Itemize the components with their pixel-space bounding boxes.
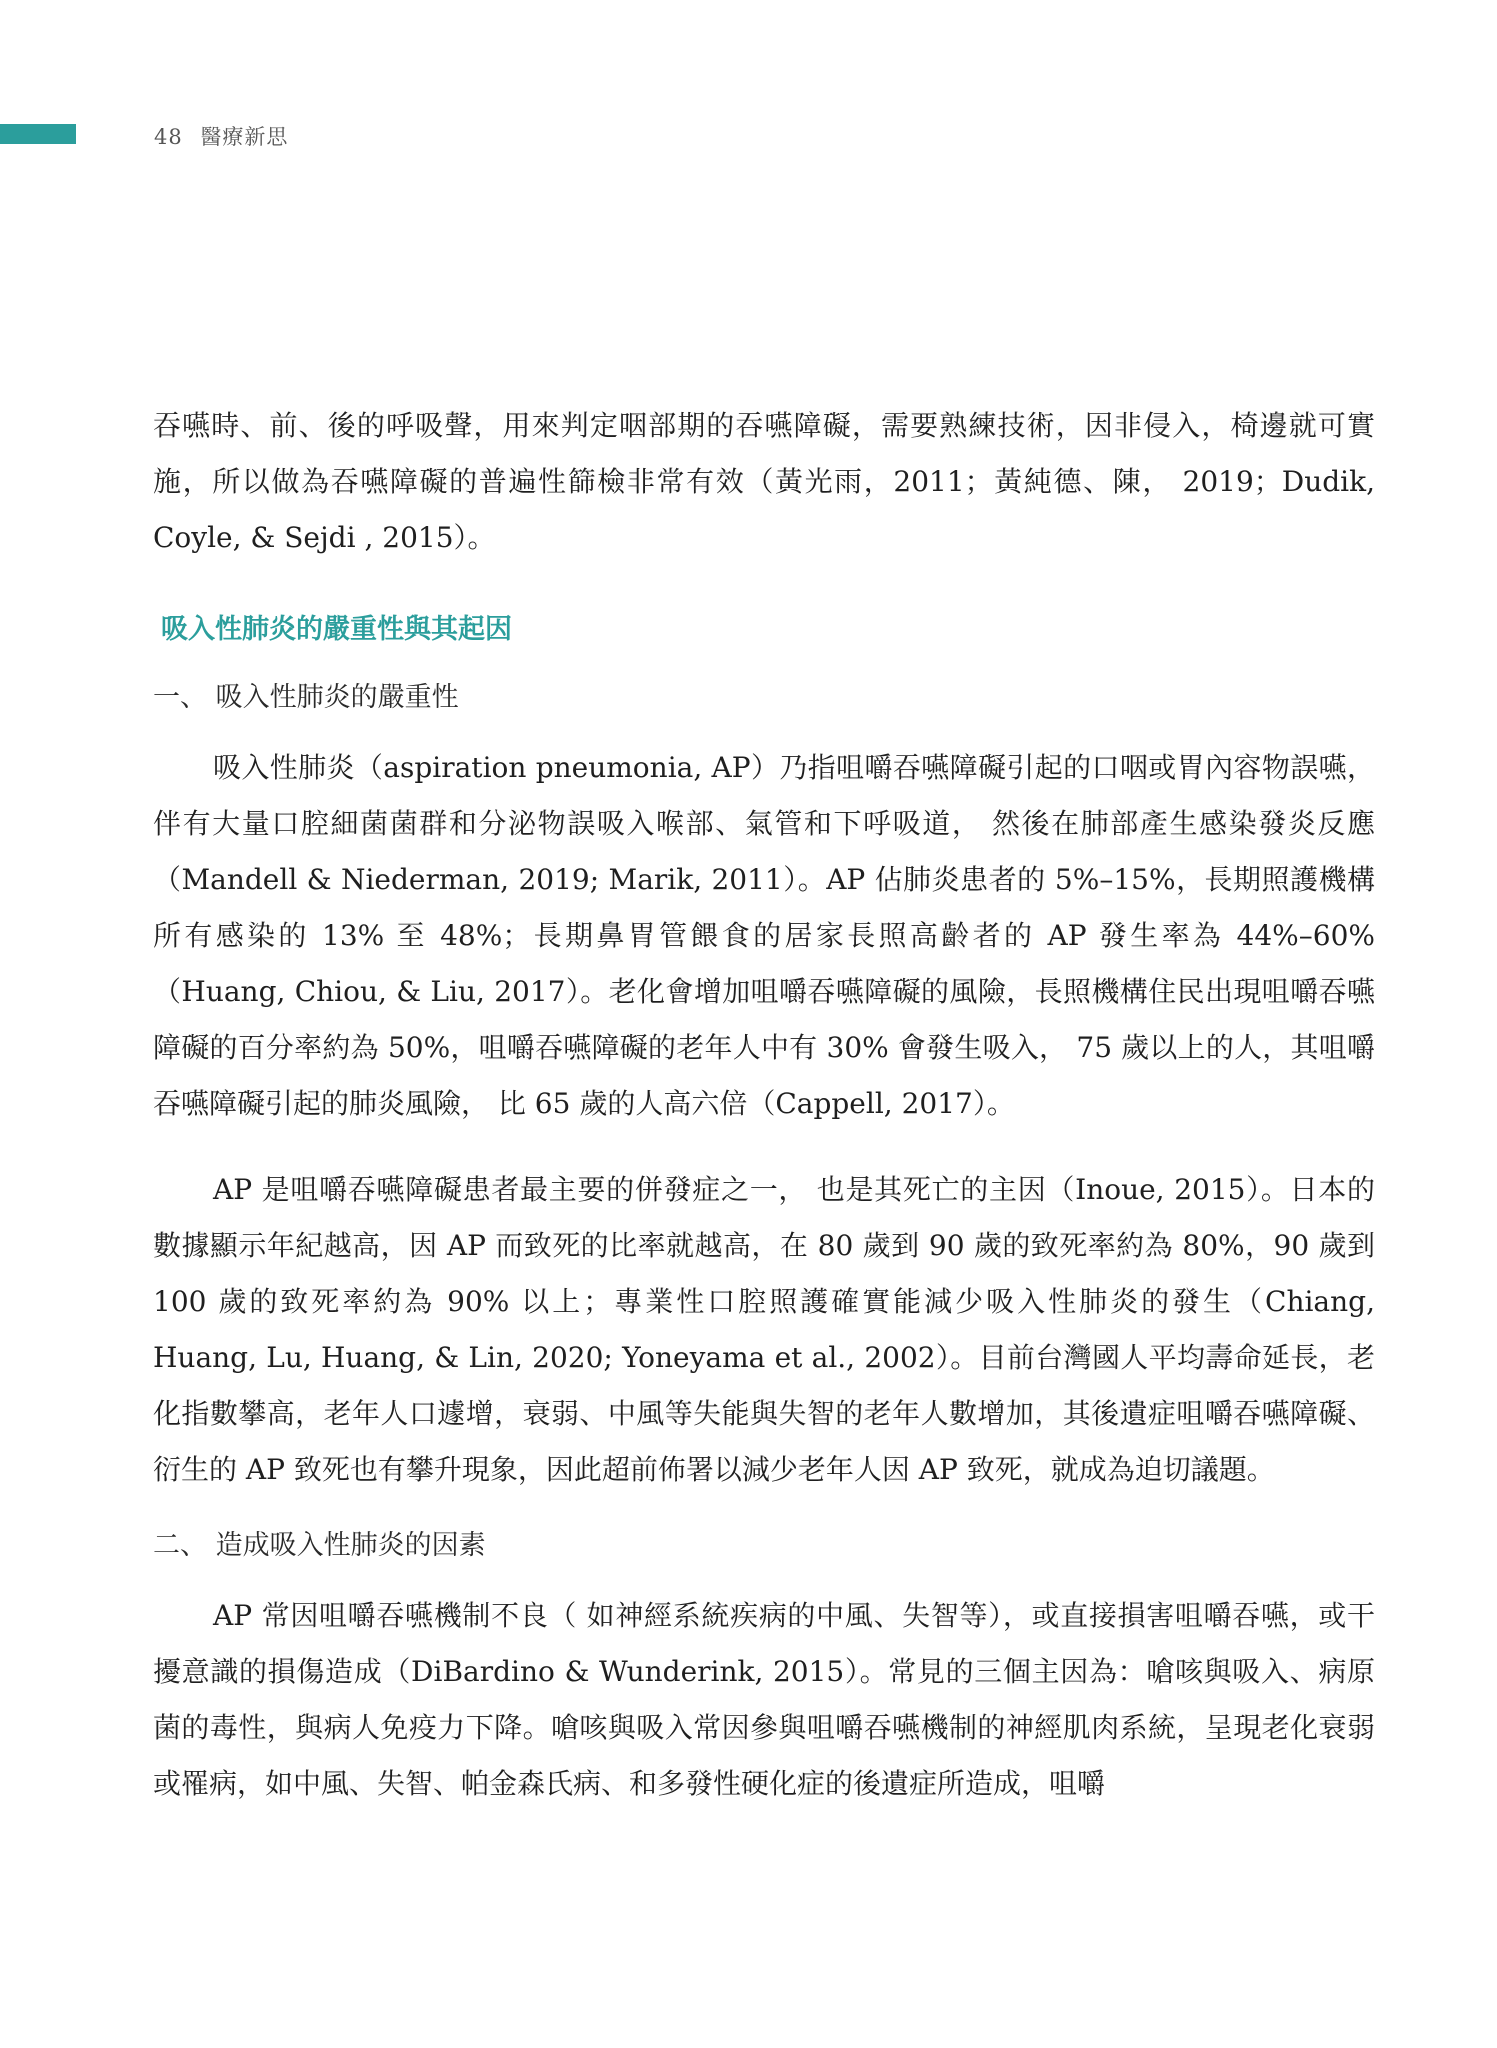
intro-paragraph: 吞嚥時、前、後的呼吸聲，用來判定咽部期的吞嚥障礙，需要熟練技術，因非侵入，椅邊就可實施，所以做為吞嚥障礙的普遍性篩檢非常有效（黃光雨，2011；黃純德、陳， 2019；Dudik, Coyle, & Sejdi , 2015）。 [153, 409, 1375, 554]
subsection-heading-factors: 二、 造成吸入性肺炎的因素 [153, 1530, 486, 1561]
factors-paragraph-1: AP 常因咀嚼吞嚥機制不良（ 如神經系統疾病的中風、失智等），或直接損害咀嚼吞嚥，或干擾意識的損傷造成（DiBardino & Wunderink, 2015）。常見的三個主因為：嗆咳與吸入、病原菌的毒性，與病人免疫力下降。嗆咳與吸入常因參與咀嚼吞嚥機制的神經肌肉系統，呈現老化衰弱或罹病，如中風、失智、帕金森氏病、和多發性硬化症的後遺症所造成，咀嚼 [153, 1599, 1375, 1800]
running-header [154, 121, 288, 151]
page-body [153, 398, 1375, 1812]
section-heading: 吸入性肺炎的嚴重性與其起因 [161, 614, 512, 645]
paragraph-gap [153, 1132, 1375, 1162]
subsection-heading-severity: 一、 吸入性肺炎的嚴重性 [153, 682, 459, 713]
header-accent-bar [0, 124, 76, 144]
severity-paragraph-2: AP 是咀嚼吞嚥障礙患者最主要的併發症之一， 也是其死亡的主因（Inoue, 2015）。日本的數據顯示年紀越高，因 AP 而致死的比率就越高，在 80 歲到 90 歲的致死率約為 80%，90 歲到 100 歲的致死率約為 90% 以上；專業性口腔照護確實能減少吸入性肺炎的發生（Chiang, Huang, Lu, Huang, & Lin, 2020; Yoneyama et al., 2002）。目前台灣國人平均壽命延長，老化指數攀高，老年人口遽增，衰弱、中風等失能與失智的老年人數增加，其後遺症咀嚼吞嚥障礙、衍生的 AP 致死也有攀升現象，因此超前佈署以減少老年人因 AP 致死，就成為迫切議題。 [153, 1173, 1375, 1486]
publication-title: 醫療新思 [200, 125, 289, 149]
severity-paragraph-1: 吸入性肺炎（aspiration pneumonia, AP）乃指咀嚼吞嚥障礙引起的口咽或胃內容物誤嚥，伴有大量口腔細菌菌群和分泌物誤吸入喉部、氣管和下呼吸道， 然後在肺部產生感染發炎反應（Mandell & Niederman, 2019; Marik, 2011）。AP 佔肺炎患者的 5%–15%，長期照護機構所有感染的 13% 至 48%；長期鼻胃管餵食的居家長照高齡者的 AP 發生率為 44%–60%（Huang, Chiou, & Liu, 2017）。老化會增加咀嚼吞嚥障礙的風險，長照機構住民出現咀嚼吞嚥障礙的百分率約為 50%，咀嚼吞嚥障礙的老年人中有 30% 會發生吸入， 75 歲以上的人，其咀嚼吞嚥障礙引起的肺炎風險， 比 65 歲的人高六倍（Cappell, 2017）。 [153, 751, 1375, 1120]
page-number: 48 [154, 125, 183, 149]
